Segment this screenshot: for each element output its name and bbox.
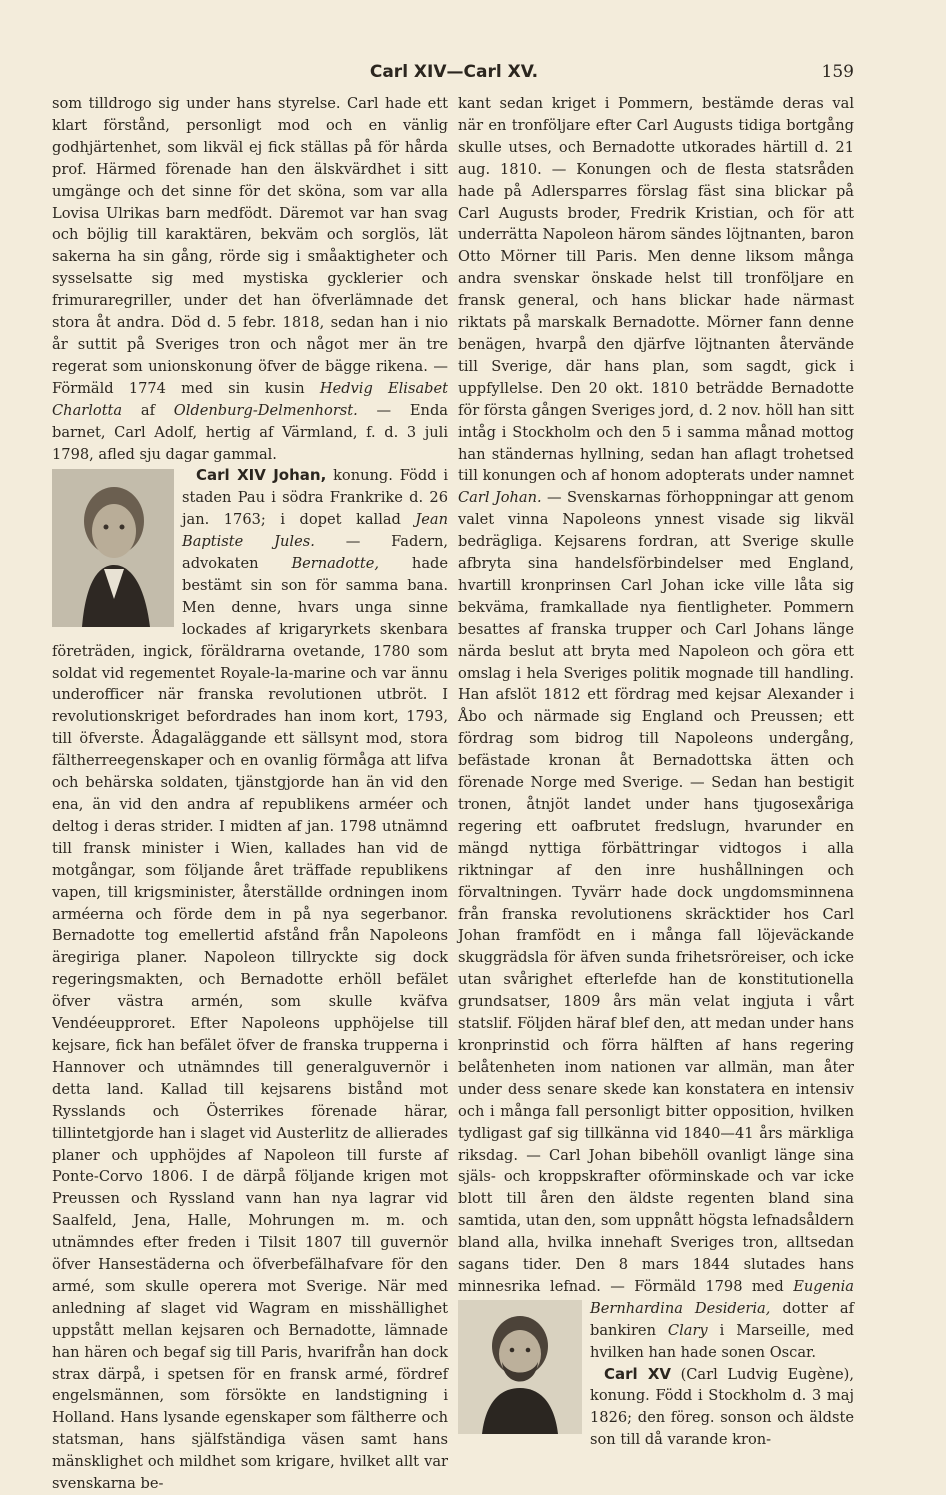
banker-name: Clary bbox=[667, 1321, 708, 1339]
father-name: Bernadotte, bbox=[291, 555, 380, 573]
entry-carl-xv: Carl XV (Carl Ludvig Eugène), konung. Född i Stockholm d. 3 maj 1826; den föreg. sonson och äldste son till då varande kron- bbox=[590, 1364, 854, 1449]
paragraph-continued: kant sedan kriget i Pommern, bestämde deras val när en tronföljare efter Carl Augusts tidiga bortgång skulle utses, och Bernadotte utkorades härtill d. 21 aug. 1810. — Konungen och de flesta statsråden hade på Adlersparres förslag fäst sina blickar på Carl Augusts broder, Fredrik Kristian, och för att underrätta Napoleon härom sändes löjtnanten, baron Otto Mörner till Paris. Men denne liksom många andra svenskar önskade helst till tronföljare en fransk general, och hans blickar hade närmast riktats på marskalk Bernadotte. Mörner fann denne benägen, hvarpå den djärfve löjtnanten återvände till Sverige, där hans plan, som sagdt, gick i uppfyllelse. Den 20 okt. 1810 beträdde Bernadotte för första gången Sveriges jord, d. 2 nov. höll han sitt intåg i Stockholm och den 5 i samma månad mottog han ständernas hyllning, sedan han aflagt trohetsed till konungen och af honom adopterats under namnet Carl Johan. — Svenskarnas förhoppningar att genom valet vinna Napoleons ynnest visade sig likväl bedrägliga. Kejsarens fordran, att Sverige skulle afbryta sina handelsförbindelser med England, hvartill kronprinsen Carl Johan icke ville låta sig bekväma, framkallade nya fientligheter. Pommern besattes af franska trupper och Carl Johans länge närda beslut att bryta med Napoleon och göra ett omslag i hela Sveriges politik mognade till handling. Han afslöt 1812 ett fördrag med kejsar Alexander i Åbo och närmade sig England och Preussen; ett fördrag som bidrog till Napoleons undergång, befästade kronan åt Bernadottska ätten och förenade Norge med Sverige. — Sedan han bestigit tronen, åtnjöt landet under hans tjugosexåriga regering ett oafbrutet fredslugn, hvarunder en mängd nyttiga förbättringar vidtogos i alla riktningar af den inre hushållningen och förvaltningen. Tyvärr hade dock ungdomsminnena från franska revolutionens skräcktider hos Carl Johan framfödt en i många fall löjeväckande skuggrädsla för äfven sunda frihetsröreiser, och icke utan svårighet efterlefde han de konstitutionella grundsatser, 1809 års män velat ingjuta i vårt statslif. Följden häraf blef den, att medan under hans kronprinstid och förra hälften af hans regering belåtenheten inom nationen var allmän, man åter under dess senare skede kan konstatera en intensiv och i många fall personligt bitter opposition, hvilken tydligast gaf sig tillkänna vid 1840—41 års märkliga riksdag. — Carl Johan bibehöll ovanligt länge sina själs- och kroppskrafter oförminskade och var icke blott till åren den äldste regenten bland sina samtida, utan den, som uppnått högsta lefnadsåldern bland alla, hvilka innehaft Sveriges tron, alltsedan sagans tider. Den 8 mars 1844 slutades hans minnesrika lefnad. — Förmäld 1798 med Eugenia Bernhardina Desideria, dotter af bankiren Clary i Marseille, med hvilken han hade sonen Oscar. bbox=[458, 93, 854, 1364]
adopted-name: Carl Johan. bbox=[458, 489, 542, 507]
spouse-name-desideria: Eugenia Bernhardina Desideria, bbox=[590, 1277, 854, 1317]
running-head: Carl XIV—Carl XV. bbox=[369, 62, 539, 82]
entry-head-carl-xiv: Carl XIV Johan, bbox=[196, 466, 327, 485]
left-column bbox=[52, 93, 448, 1495]
right-column bbox=[458, 93, 854, 1451]
baptismal-name: Jean Baptiste Jules. bbox=[182, 511, 448, 551]
portrait-carl-xv bbox=[458, 1300, 582, 1434]
portrait-carl-xiv-johan bbox=[52, 469, 174, 627]
entry-head-carl-xv: Carl XV bbox=[604, 1364, 671, 1383]
house-name: Oldenburg-Delmenhorst. bbox=[173, 401, 358, 419]
paragraph-carl-xiii: som tilldrogo sig under hans styrelse. Carl hade ett klart förstånd, personligt mod och en vänlig godhjärtenhet, som likväl ej fick ställas på för hårda prof. Härmed förenade han den älskvärdhet i sitt umgänge och det sinne för det sköna, som var alla Lovisa Ulrikas barn medfödt. Däremot var han svag och böjlig till karaktären, bekväm och sorglös, lät sakerna ha sin gång, rörde sig i småaktigheter och sysselsatte sig med mystiska gycklerier och frimuraregriller, under det han öfverlämnade det stora åt andra. Död d. 5 febr. 1818, sedan han i nio år suttit på Sveriges tron och något mer än tre regerat som unionskonung öfver de bägge rikena. — Förmäld 1774 med sin kusin Hedvig Elisabet Charlotta af Oldenburg-Delmenhorst. — Enda barnet, Carl Adolf, hertig af Värmland, f. d. 3 juli 1798, afled sju dagar gammal. bbox=[52, 95, 448, 463]
entry-carl-xiv-johan: Carl XIV Johan, konung. Född i staden Pau i södra Frankrike d. 26 jan. 1763; i dopet kallad Jean Baptiste Jules. — Fadern, advokaten Bernadotte, hade bestämt sin son för samma bana. Men denne, hvars unga sinne lockades af krigaryrkets skenbara företräden, ingick, föräldrarna ovetande, 1780 som soldat vid regementet Royale-la-marine och var ännu underofficer när franska revolutionen utbröt. I revolutionskriget befordrades han inom kort, 1793, till öfverste. Ådagaläggande ett sällsynt mod, stora fältherreegenskaper och en ovanlig förmåga att lifva och behärska soldaten, tjänstgjorde han än vid den ena, än vid den andra af republikens arméer och deltog i deras strider. I midten af jan. 1798 utnämnd till fransk minister i Wien, kallades han vid de motgångar, som följande året träffade republikens vapen, till krigsminister, återställde ordningen inom arméerna och förde dem in på nya segerbanor. Bernadotte tog emellertid afstånd från Napoleons äregiriga planer. Napoleon tillryckte sig dock regeringsmakten, och Bernadotte erhöll befälet öfver västra armén, som skulle kväfva Vendéeupproret. Efter Napoleons upphöjelse till kejsare, fick han befälet öfver de franska trupperna i Hannover och utnämndes till generalguvernör i detta land. Kallad till kejsarens bistånd mot Rysslands och Österrikes förenade härar, tillintetgjorde han i slaget vid Austerlitz de allierades planer och upphöjdes af Napoleon till furste af Ponte-Corvo 1806. I de därpå följande krigen mot Preussen och Ryssland vann han nya lagrar vid Saalfeld, Jena, Halle, Mohrungen m. m. och utnämndes efter freden i Tilsit 1807 till guvernör öfver Hansestäderna och öfverbefälhafvare för den armé, som skulle operera mot Sverige. När med anledning af slaget vid Wagram en misshällighet uppstått mellan kejsaren och Bernadotte, lämnade han hären och begaf sig till Paris, hvarifrån han dock strax därpå, i spetsen för en fransk armé, fördref engelsmännen, som försökte en landstigning i Holland. Hans lysande egenskaper som fältherre och statsman, hans själfständiga väsen samt hans mänsklighet och mildhet som krigare, hvilket allt var svenskarna be- bbox=[52, 466, 448, 1493]
page-header bbox=[54, 62, 854, 86]
page-number: 159 bbox=[821, 62, 854, 82]
spouse-name: Hedvig Elisabet Charlotta bbox=[52, 379, 448, 419]
